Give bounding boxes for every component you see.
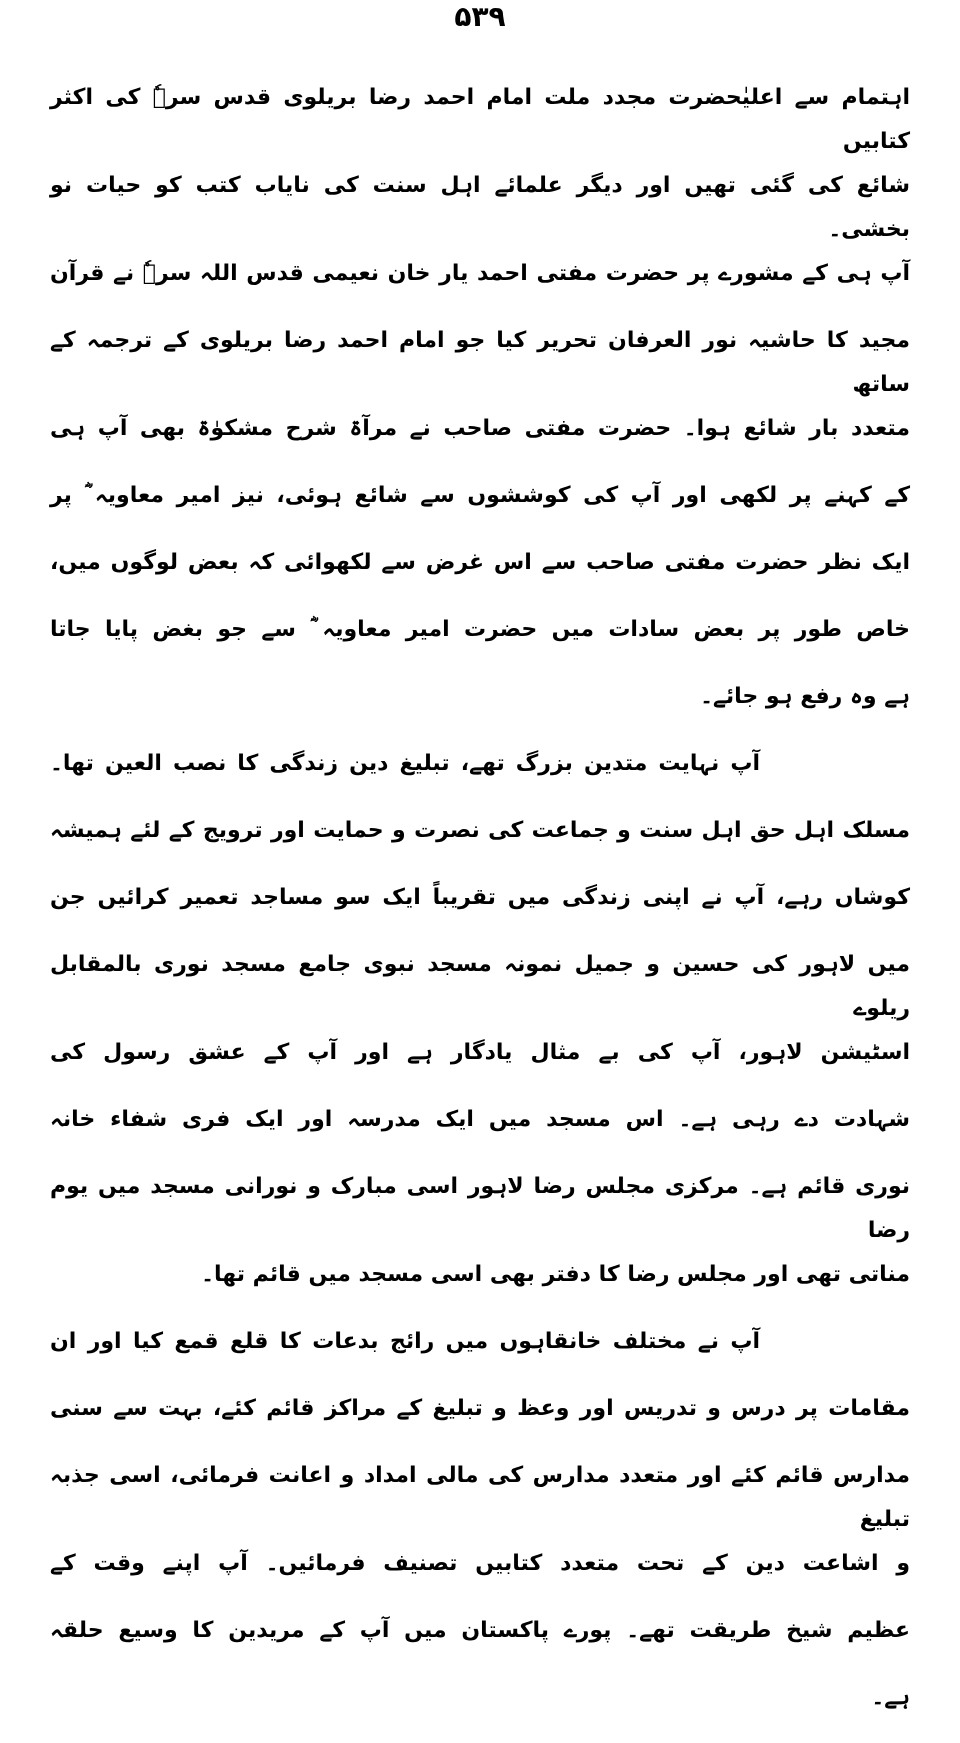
text-line: ہے۔	[871, 1685, 910, 1710]
text-line: مدارس قائم کئے اور متعدد مدارس کی مالی امداد و اعانت فرمائی، اسی جذبہ تبلیغ	[50, 1463, 910, 1532]
text-line: نوری قائم ہے۔ مرکزی مجلس رضا لاہور اسی مبارک و نورانی مسجد میں یوم رضا	[50, 1174, 910, 1243]
text-line: آپ نہایت متدین بزرگ تھے، تبلیغ دین زندگی کا نصب العین تھا۔	[50, 751, 760, 776]
text-line: آپ ہی کے مشورے پر حضرت مفتی احمد یار خان نعیمی قدس اللہ سرہٗ نے قرآن	[50, 261, 910, 286]
text-line: مسلک اہل حق اہل سنت و جماعت کی نصرت و حمایت اور ترویج کے لئے ہمیشہ	[50, 818, 910, 843]
text-line: مجید کا حاشیہ نور العرفان تحریر کیا جو امام احمد رضا بریلوی کے ترجمہ کے ساتھ	[50, 328, 910, 397]
text-line: اسٹیشن لاہور، آپ کی بے مثال یادگار ہے اور آپ کے عشق رسول کی	[50, 1040, 910, 1065]
text-line: شائع کی گئی تھیں اور دیگر علمائے اہل سنت کی نایاب کتب کو حیات نو بخشی۔	[50, 173, 910, 242]
page-number: ۵۳۹	[454, 0, 506, 33]
text-line: متعدد بار شائع ہوا۔ حضرت مفتی صاحب نے مرآۃ شرح مشکوٰۃ بھی آپ ہی	[50, 416, 910, 441]
text-line: اہتمام سے اعلیٰحضرت مجدد ملت امام احمد رضا بریلوی قدس سرہٗ کی اکثر کتابیں	[50, 85, 910, 154]
text-line: آپ نے مختلف خانقاہوں میں رائج بدعات کا قلع قمع کیا اور ان	[50, 1329, 760, 1354]
page-body-text	[50, 76, 910, 1743]
text-line: خاص طور پر بعض سادات میں حضرت امیر معاویہ ؓ سے جو بغض پایا جاتا	[50, 617, 910, 642]
text-line: کے کہنے پر لکھی اور آپ کی کوششوں سے شائع ہوئی، نیز امیر معاویہ ؓ پر	[50, 483, 910, 508]
text-line: ہے وہ رفع ہو جائے۔	[700, 684, 910, 709]
text-line: کوشاں رہے، آپ نے اپنی زندگی میں تقریباً ایک سو مساجد تعمیر کرائیں جن	[50, 885, 910, 910]
text-line: ایک نظر حضرت مفتی صاحب سے اس غرض سے لکھوائی کہ بعض لوگوں میں،	[50, 550, 910, 575]
text-line: شہادت دے رہی ہے۔ اس مسجد میں ایک مدرسہ اور ایک فری شفاء خانہ	[50, 1107, 910, 1132]
text-line: میں لاہور کی حسین و جمیل نمونہ مسجد نبوی جامع مسجد نوری بالمقابل ریلوے	[50, 952, 910, 1021]
text-line: مناتی تھی اور مجلس رضا کا دفتر بھی اسی مسجد میں قائم تھا۔	[201, 1262, 910, 1287]
text-line: عظیم شیخ طریقت تھے۔ پورے پاکستان میں آپ کے مریدین کا وسیع حلقہ	[50, 1618, 910, 1643]
text-line: و اشاعت دین کے تحت متعدد کتابیں تصنیف فرمائیں۔ آپ اپنے وقت کے	[50, 1551, 910, 1576]
text-line: مقامات پر درس و تدریس اور وعظ و تبلیغ کے مراکز قائم کئے، بہت سے سنی	[50, 1396, 910, 1421]
